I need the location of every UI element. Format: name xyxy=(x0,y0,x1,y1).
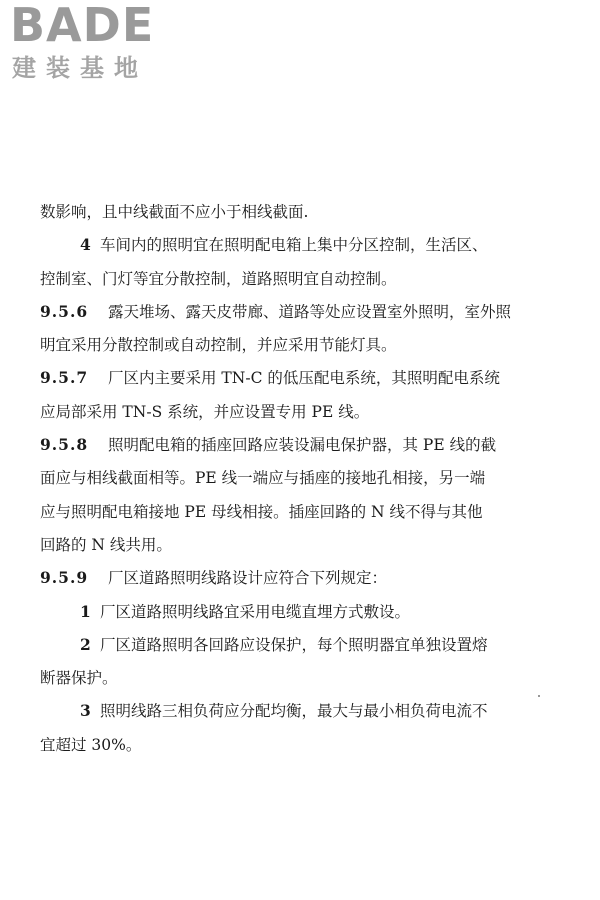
text-line xyxy=(40,502,585,535)
clause-number: 9.5.6 xyxy=(40,301,89,321)
line-text: 照明配电箱的插座回路应装设漏电保护器，其 PE 线的截 xyxy=(108,436,497,455)
line-text: 数影响，且中线截面不应小于相线截面. xyxy=(40,203,309,221)
clause xyxy=(40,302,585,335)
item-number: 1 xyxy=(80,601,91,621)
logo-wordmark: BADE xyxy=(10,0,155,52)
clause-number: 9.5.7 xyxy=(40,368,89,388)
scan-speck xyxy=(538,695,540,697)
clause-number: 9.5.8 xyxy=(40,435,89,455)
line-text: 厂区内主要采用 TN-C 的低压配电系统，其照明配电系统 xyxy=(108,369,500,388)
line-text: 厂区道路照明线路设计应符合下列规定： xyxy=(108,569,388,588)
document-body xyxy=(40,202,585,768)
clause xyxy=(40,568,585,601)
clause xyxy=(40,368,585,401)
text-line xyxy=(40,269,585,302)
text-line xyxy=(40,668,585,701)
list-item xyxy=(40,701,585,734)
clause-number: 9.5.9 xyxy=(40,568,89,588)
line-text: 厂区道路照明各回路应设保护，每个照明器宜单独设置熔 xyxy=(100,635,488,654)
list-item xyxy=(40,602,585,635)
line-text: 应局部采用 TN-S 系统，并应设置专用 PE 线。 xyxy=(40,402,370,421)
line-text: 露天堆场、露天皮带廊、道路等处应设置室外照明，室外照 xyxy=(108,302,512,321)
text-line xyxy=(40,468,585,501)
item-number: 4 xyxy=(80,235,91,255)
list-item xyxy=(40,235,585,268)
line-text: 车间内的照明宜在照明配电箱上集中分区控制，生活区、 xyxy=(100,236,488,255)
text-line xyxy=(40,202,585,235)
line-text: 断器保护。 xyxy=(40,669,118,688)
text-line xyxy=(40,335,585,368)
list-item xyxy=(40,635,585,668)
line-text: 照明线路三相负荷应分配均衡，最大与最小相负荷电流不 xyxy=(100,702,488,721)
line-text: 应与照明配电箱接地 PE 母线相接。插座回路的 N 线不得与其他 xyxy=(40,502,483,521)
logo-subtitle: 建装基地 xyxy=(12,54,148,82)
line-text: 宜超过 30%。 xyxy=(40,735,142,754)
bade-logo xyxy=(10,0,180,90)
item-number: 2 xyxy=(80,634,91,654)
text-line xyxy=(40,535,585,568)
clause xyxy=(40,435,585,468)
line-text: 面应与相线截面相等。PE 线一端应与插座的接地孔相接，另一端 xyxy=(40,469,486,488)
line-text: 回路的 N 线共用。 xyxy=(40,535,172,554)
text-line xyxy=(40,402,585,435)
line-text: 控制室、门灯等宜分散控制，道路照明宜自动控制。 xyxy=(40,269,397,288)
text-line xyxy=(40,735,585,768)
line-text: 明宜采用分散控制或自动控制，并应采用节能灯具。 xyxy=(40,336,397,355)
item-number: 3 xyxy=(80,701,91,721)
line-text: 厂区道路照明线路宜采用电缆直埋方式敷设。 xyxy=(100,602,411,621)
